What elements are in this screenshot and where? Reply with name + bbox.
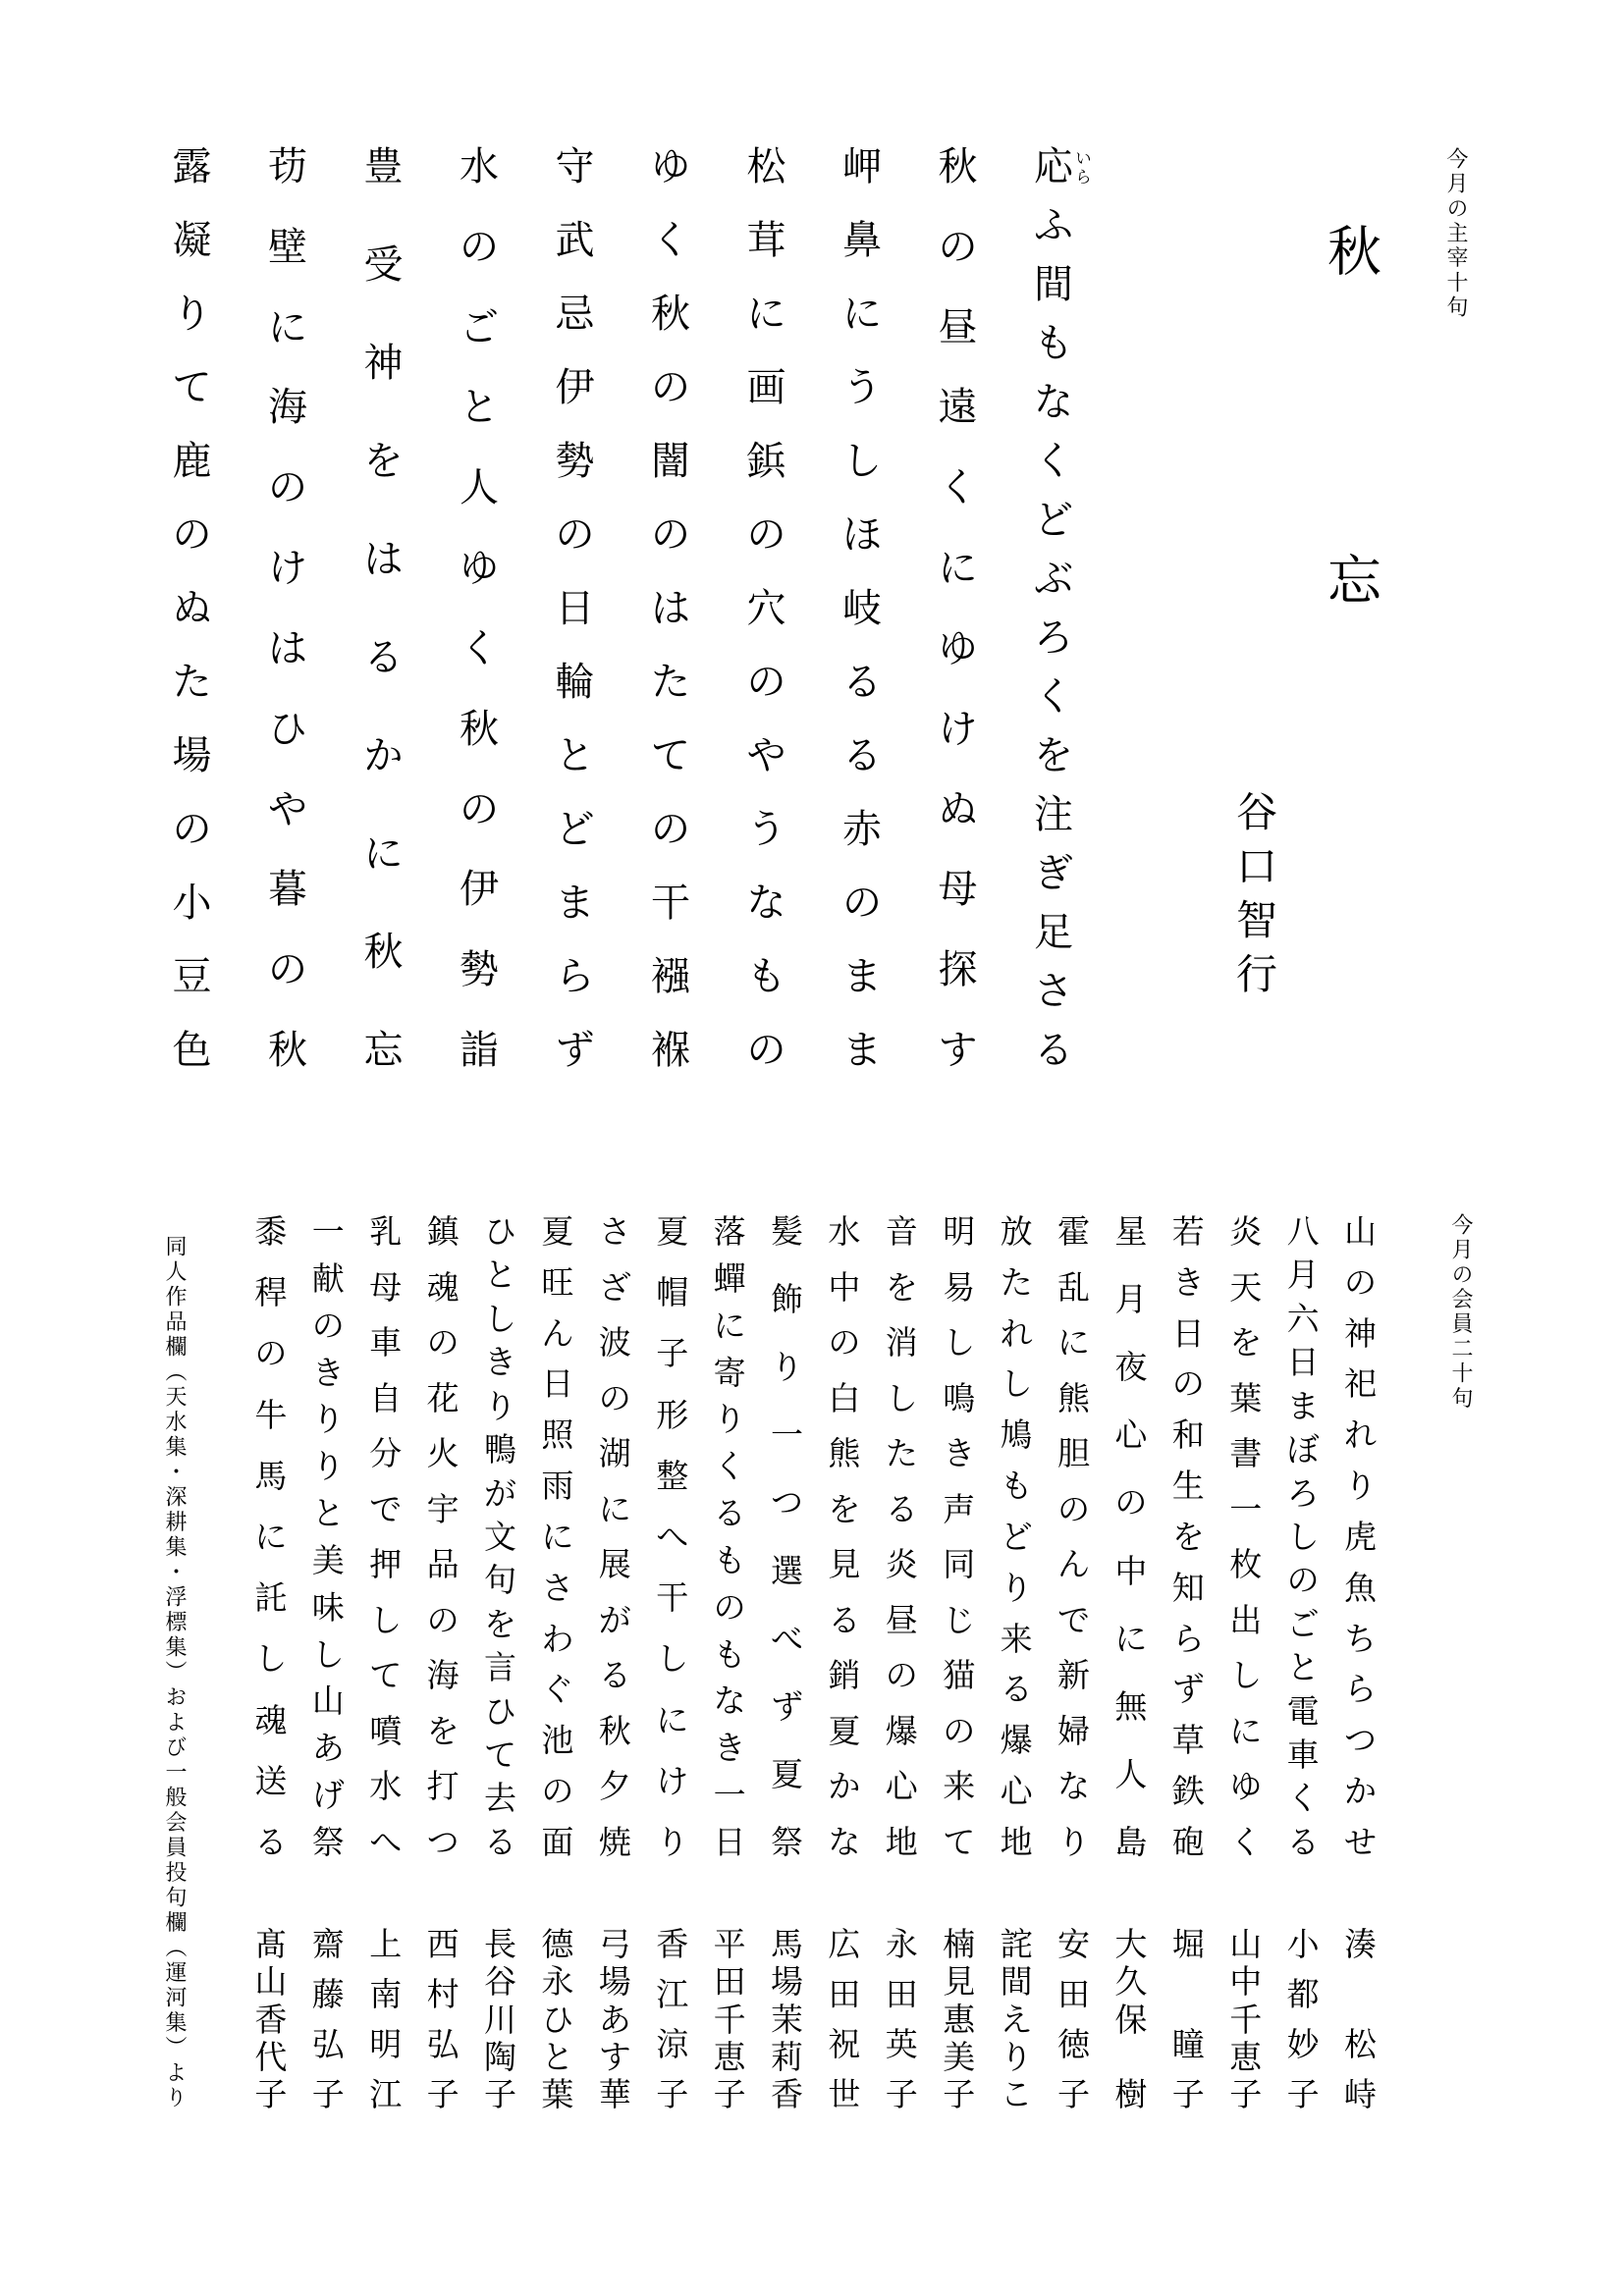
haiku-column: 乳 母 車 自 分 で 押 し て 噴 水 へ bbox=[369, 1215, 403, 1861]
haiku-column: 秋 の 昼 遠 く に ゆ け ぬ 母 探 す bbox=[938, 144, 978, 1072]
haiku-column: 山 の 神 祀 れ り 虎 魚 ち ら つ か せ bbox=[1344, 1215, 1377, 1861]
poet-name: 湊 松 峙 bbox=[1344, 1928, 1377, 2113]
haiku-column: 星 月 夜 心 の 中 に 無 人 島 bbox=[1114, 1215, 1148, 1861]
poet-name: 西 村 弘 子 bbox=[426, 1928, 460, 2113]
poet-name: 詫 間 え り こ bbox=[1000, 1928, 1033, 2113]
haiku-column: 夏 帽 子 形 整 へ 干 し に け り bbox=[656, 1215, 689, 1861]
source-note: 同人作品欄（天水集・深耕集・浮標集）および一般会員投句欄（運河集）より bbox=[163, 1235, 188, 2111]
haiku-column: 松 茸 に 画 鋲 の 穴 の や う な も の bbox=[746, 144, 786, 1072]
haiku-column: 豊 受 神 を は る か に 秋 忘 bbox=[363, 144, 404, 1072]
haiku-column: 霍 乱 に 熊 胆 の ん で 新 婦 な り bbox=[1057, 1215, 1090, 1861]
haiku-column: 鎮 魂 の 花 火 宇 品 の 海 を 打 つ bbox=[426, 1215, 460, 1861]
poet-name: 髙 山 香 代 子 bbox=[254, 1928, 288, 2113]
haiku-column: 音 を 消 し た る 炎 昼 の 爆 心 地 bbox=[885, 1215, 918, 1861]
poet-name: 香 江 涼 子 bbox=[656, 1928, 689, 2113]
haiku-column: 露 凝 り て 鹿 の ぬ た 場 の 小 豆 色 bbox=[172, 144, 212, 1072]
page-title: 秋忘 bbox=[1320, 223, 1380, 881]
haiku-column: 夏 旺 ん 日 照 雨 に さ わ ぐ 池 の 面 bbox=[541, 1215, 574, 1861]
poet-name: 楠 見 惠 美 子 bbox=[943, 1928, 976, 2113]
poet-name: 馬 場 茉 莉 香 bbox=[771, 1928, 803, 2113]
bottom-section-header: 今月の会員二十句 bbox=[1449, 1213, 1474, 1412]
haiku-column: 応 いら ふ 間 も な く ど ぶ ろ く を 注 ぎ 足 さ る bbox=[1034, 144, 1091, 1072]
haiku-column: 守 武 忌 伊 勢 の 日 輪 と ど ま ら ず bbox=[555, 144, 595, 1072]
haiku-column: 水 中 の 白 熊 を 見 る 銷 夏 か な bbox=[828, 1215, 861, 1861]
haiku-column: さ ざ 波 の 湖 に 展 が る 秋 夕 焼 bbox=[598, 1215, 631, 1861]
poet-name: 広 田 祝 世 bbox=[828, 1928, 861, 2113]
haiku-column: 岬 鼻 に う し ほ 岐 る る 赤 の ま ま bbox=[842, 144, 882, 1072]
haiku-column: 一 献 の き り り と 美 味 し 山 あ げ 祭 bbox=[311, 1215, 345, 1861]
haiku-column: 水 の ご と 人 ゆ く 秋 の 伊 勢 詣 bbox=[460, 144, 499, 1072]
poet-name: 弓 場 あ す 華 bbox=[598, 1928, 631, 2113]
haiku-column: 明 易 し 鳴 き 声 同 じ 猫 の 来 て bbox=[943, 1215, 976, 1861]
haiku-column: ゆ く 秋 の 闇 の は た て の 干 襁 褓 bbox=[651, 144, 690, 1072]
poet-name: 小 都 妙 子 bbox=[1286, 1928, 1320, 2113]
haiku-column: 落 蟬 に 寄 り く る も の も な き 一 日 bbox=[713, 1215, 746, 1861]
lead-author-name: 谷口智行 bbox=[1230, 790, 1275, 1006]
haiku-column: 苆 壁 に 海 の け は ひ や 暮 の 秋 bbox=[268, 144, 307, 1072]
poet-name: 德 永 ひ と 葉 bbox=[541, 1928, 574, 2113]
haiku-column: 黍 稈 の 牛 馬 に 託 し 魂 送 る bbox=[254, 1215, 288, 1861]
poet-name: 山 中 千 恵 子 bbox=[1229, 1928, 1263, 2113]
haiku-column: 放 た れ し 鳩 も ど り 来 る 爆 心 地 bbox=[1000, 1215, 1033, 1861]
poet-name: 齋 藤 弘 子 bbox=[311, 1928, 345, 2113]
poet-name: 大 久 保 樹 bbox=[1114, 1928, 1148, 2113]
furigana: いら bbox=[1072, 149, 1091, 187]
poet-name: 堀 瞳 子 bbox=[1171, 1928, 1205, 2113]
haiku-column: 若 き 日 の 和 生 を 知 ら ず 草 鉄 砲 bbox=[1171, 1215, 1205, 1861]
top-section-header: 今月の主宰十句 bbox=[1444, 147, 1469, 321]
poet-name: 長 谷 川 陶 子 bbox=[484, 1928, 516, 2113]
haiku-column: 八 月 六 日 ま ぼ ろ し の ご と 電 車 く る bbox=[1286, 1215, 1320, 1861]
poet-name: 上 南 明 江 bbox=[369, 1928, 403, 2113]
poet-name: 平 田 千 恵 子 bbox=[713, 1928, 746, 2113]
poet-name: 永 田 英 子 bbox=[885, 1928, 918, 2113]
haiku-column: ひ と し き り 鴨 が 文 句 を 言 ひ て 去 る bbox=[484, 1215, 516, 1861]
haiku-column: 髪 飾 り 一 つ 選 べ ず 夏 祭 bbox=[771, 1215, 803, 1861]
poet-name: 安 田 徳 子 bbox=[1057, 1928, 1090, 2113]
haiku-column: 炎 天 を 葉 書 一 枚 出 し に ゆ く bbox=[1229, 1215, 1263, 1861]
